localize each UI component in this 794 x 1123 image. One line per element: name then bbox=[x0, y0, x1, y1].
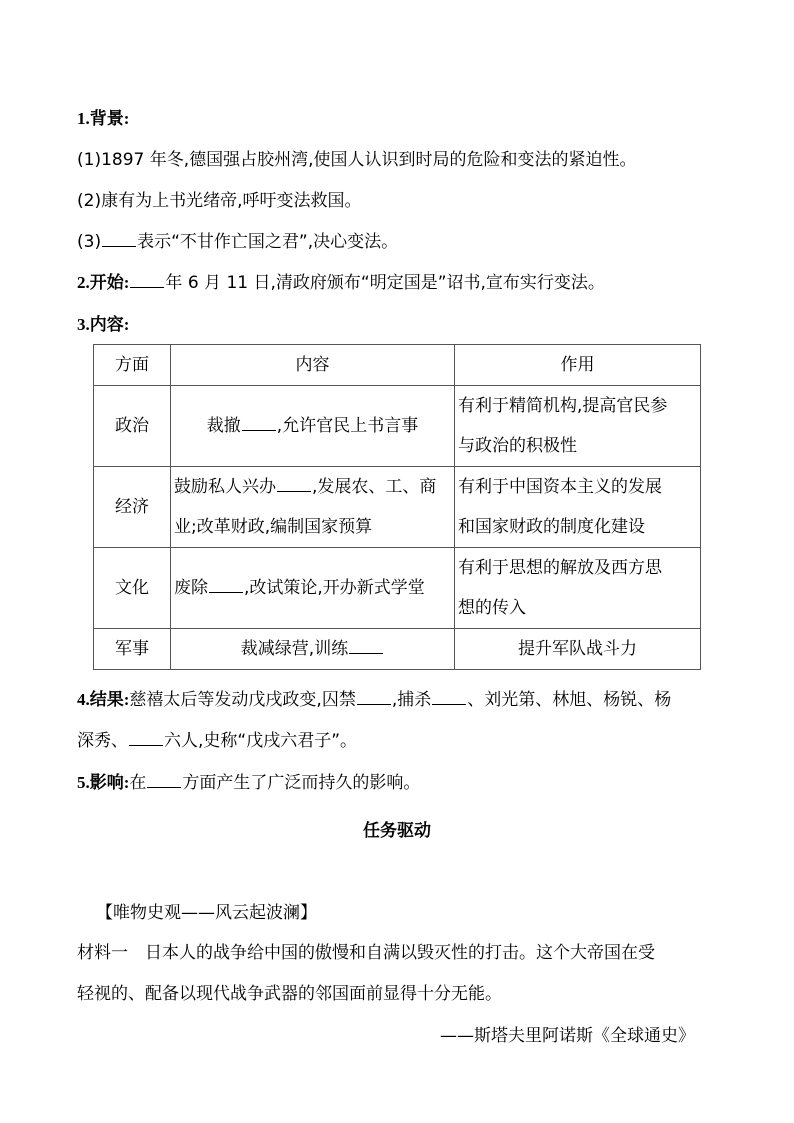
effect-text: 和国家财政的制度化建设 bbox=[458, 517, 645, 537]
result-text: 慈禧太后等发动戊戌政变,囚禁 bbox=[129, 690, 356, 710]
start-line bbox=[77, 271, 605, 295]
effect-text: 与政治的积极性 bbox=[458, 436, 577, 456]
content-cell bbox=[171, 548, 455, 629]
task-title: 任务驱动 bbox=[363, 821, 431, 841]
content-text: 裁减绿营,训练 bbox=[240, 639, 349, 659]
content-text: 裁撤 bbox=[206, 416, 241, 436]
background-item-3 bbox=[77, 230, 398, 254]
effect-cell bbox=[455, 386, 701, 467]
table-header-aspect: 方面 bbox=[94, 345, 171, 386]
content-text: 鼓励私人兴办 bbox=[174, 477, 276, 497]
table-row bbox=[94, 386, 701, 467]
fill-blank[interactable] bbox=[130, 271, 164, 288]
content-text: ,改试策论,开办新式学堂 bbox=[244, 578, 425, 598]
effect-text: 有利于思想的解放及西方思 bbox=[458, 558, 662, 578]
result-heading: 4.结果: bbox=[77, 690, 130, 709]
effect-cell bbox=[455, 467, 701, 548]
fill-blank[interactable] bbox=[349, 637, 383, 654]
fill-blank[interactable] bbox=[357, 688, 391, 705]
influence-line bbox=[77, 771, 420, 795]
effect-cell: 提升军队战斗力 bbox=[455, 629, 701, 670]
result-text: 六人,史称“戊戌六君子”。 bbox=[164, 731, 358, 751]
material-source: ——斯塔夫里阿诺斯《全球通史》 bbox=[440, 1026, 695, 1046]
influence-text: 在 bbox=[129, 773, 147, 793]
content-cell bbox=[171, 467, 455, 548]
effect-text: 想的传入 bbox=[458, 598, 526, 618]
table-header-effect: 作用 bbox=[455, 345, 701, 386]
result-text: ,捕杀 bbox=[391, 690, 432, 710]
effect-text: 有利于精简机构,提高官民参 bbox=[458, 396, 668, 416]
content-cell bbox=[171, 629, 455, 670]
content-text: 废除 bbox=[174, 578, 208, 598]
fill-blank[interactable] bbox=[102, 230, 136, 247]
content-cell bbox=[171, 386, 455, 467]
fill-blank[interactable] bbox=[147, 771, 181, 788]
background-item-3-suffix: 表示“不甘作亡国之君”,决心变法。 bbox=[137, 232, 399, 252]
table-row bbox=[94, 629, 701, 670]
effect-cell bbox=[455, 548, 701, 629]
aspect-cell: 军事 bbox=[94, 629, 171, 670]
influence-text: 方面产生了广泛而持久的影响。 bbox=[182, 773, 421, 793]
content-text: ,发展农、工、商 bbox=[312, 477, 437, 497]
result-line-1 bbox=[77, 688, 671, 712]
result-line-2 bbox=[77, 729, 357, 753]
result-text: 、刘光第、林旭、杨锐、杨 bbox=[467, 690, 672, 710]
table-row bbox=[94, 467, 701, 548]
effect-text: 有利于中国资本主义的发展 bbox=[458, 477, 662, 497]
background-item-1: (1)1897 年冬,德国强占胶州湾,使国人认识到时局的危险和变法的紧迫性。 bbox=[77, 150, 637, 170]
table-header-row bbox=[94, 345, 701, 386]
background-item-2: (2)康有为上书光绪帝,呼吁变法救国。 bbox=[77, 191, 362, 211]
fill-blank[interactable] bbox=[209, 576, 243, 593]
material-line-2: 轻视的、配备以现代战争武器的邻国面前显得十分无能。 bbox=[77, 984, 502, 1004]
fill-blank[interactable] bbox=[242, 414, 276, 431]
material-tag: 【唯物史观——风云起波澜】 bbox=[96, 903, 317, 923]
content-line bbox=[174, 467, 451, 507]
background-heading: 1.背景: bbox=[77, 109, 130, 128]
material-line-1: 材料一 日本人的战争给中国的傲慢和自满以毁灭性的打击。这个大帝国在受 bbox=[77, 943, 655, 963]
content-heading: 3.内容: bbox=[77, 315, 130, 334]
reform-content-table bbox=[93, 344, 701, 670]
fill-blank[interactable] bbox=[277, 475, 311, 492]
influence-heading: 5.影响: bbox=[77, 773, 130, 792]
fill-blank[interactable] bbox=[432, 688, 466, 705]
result-text: 深秀、 bbox=[77, 731, 128, 751]
content-text: ,允许官民上书言事 bbox=[276, 416, 419, 436]
content-text: 业;改革财政,编制国家预算 bbox=[174, 517, 373, 537]
aspect-cell: 文化 bbox=[94, 548, 171, 629]
aspect-cell: 政治 bbox=[94, 386, 171, 467]
start-text: 年 6 月 11 日,清政府颁布“明定国是”诏书,宣布实行变法。 bbox=[165, 273, 605, 293]
table-row bbox=[94, 548, 701, 629]
aspect-cell: 经济 bbox=[94, 467, 171, 548]
background-item-3-prefix: (3) bbox=[77, 232, 102, 252]
table-header-content: 内容 bbox=[171, 345, 455, 386]
fill-blank[interactable] bbox=[129, 729, 163, 746]
start-heading: 2.开始: bbox=[77, 273, 130, 292]
